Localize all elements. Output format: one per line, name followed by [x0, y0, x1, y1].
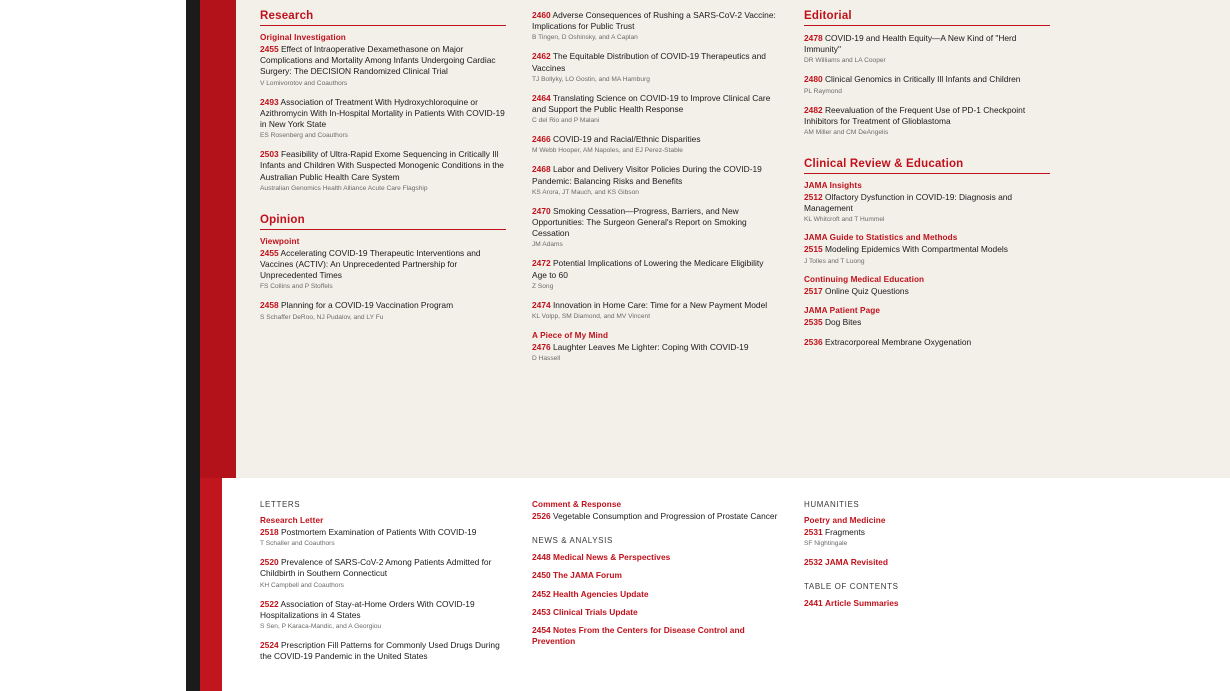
entry-page: 2503: [260, 149, 279, 160]
toc-entry[interactable]: [532, 134, 778, 155]
entry-title: Potential Implications of Lowering the Medicare Eligibility Age to 60: [532, 258, 764, 280]
entry-page: 2482: [804, 104, 823, 115]
left-dark-bar: [186, 0, 200, 691]
toc-entry[interactable]: [804, 74, 1050, 95]
entry-title: Labor and Delivery Visitor Policies During the COVID-19 Pandemic: Balancing Risks and Benefits: [532, 164, 762, 186]
toc-entry[interactable]: [532, 258, 778, 290]
toc-entry[interactable]: [804, 286, 1050, 297]
entry-authors: J Tolles and T Luong: [804, 257, 865, 265]
entry-page: 2474: [532, 299, 551, 310]
entry-authors: PL Raymond: [804, 87, 842, 95]
subheading-jama-insights: JAMA Insights: [804, 181, 862, 191]
entry-title: Smoking Cessation—Progress, Barriers, and New Opportunities: The Surgeon General's Report on Smoking Cessation: [532, 205, 747, 239]
entry-title: Clinical Genomics in Critically Ill Infants and Children: [824, 74, 1021, 85]
section-heading-opinion: Opinion: [260, 214, 506, 230]
lower-column-2: [532, 500, 778, 671]
toc-entry[interactable]: [260, 149, 506, 193]
entry-title: Extracorporeal Membrane Oxygenation: [824, 337, 972, 348]
toc-entry[interactable]: [532, 164, 778, 196]
lower-column-1: [260, 500, 506, 671]
toc-entry[interactable]: [804, 192, 1050, 224]
subheading-research-letter: Research Letter: [260, 516, 324, 525]
entry-title: Prescription Fill Patterns for Commonly Used Drugs During the COVID-19 Pandemic in the United States: [260, 640, 500, 662]
entry-title: Laughter Leaves Me Lighter: Coping With COVID-19: [552, 342, 749, 353]
entry-title: Effect of Intraoperative Dexamethasone on Major Complications and Mortality Among Infants Undergoing Cardiac Surgery: The DECISION Randomized Clinical Trial: [260, 44, 496, 77]
entry-authors: KL Whitcroft and T Hummel: [804, 216, 885, 224]
upper-column-3: [804, 10, 1050, 372]
toc-entry[interactable]: [532, 625, 778, 647]
toc-entry[interactable]: [260, 557, 506, 589]
entry-page: 2493: [260, 96, 279, 107]
entry-page: 2472: [532, 258, 551, 269]
toc-entry[interactable]: [532, 51, 778, 83]
entry-page: 2512: [804, 192, 823, 203]
entry-page: 2531: [804, 527, 823, 537]
toc-entry[interactable]: [260, 248, 506, 292]
entry-title: Association of Treatment With Hydroxychloroquine or Azithromycin With In-Hospital Mortality in Patients With COVID-19 in New York State: [260, 96, 505, 130]
entry-authors: T Schaller and Coauthors: [260, 540, 335, 548]
entry-page: 2517: [804, 285, 823, 296]
subheading-jama-guide-statistics: JAMA Guide to Statistics and Methods: [804, 233, 958, 243]
subheading-comment-response: Comment & Response: [532, 500, 622, 509]
entry-authors: AM Miller and CM DeAngelis: [804, 129, 889, 137]
entry-page: 2466: [532, 134, 551, 145]
entry-title: Olfactory Dysfunction in COVID-19: Diagnosis and Management: [804, 192, 1013, 214]
entry-page: 2441: [804, 598, 823, 609]
entry-title: Vegetable Consumption and Progression of Prostate Cancer: [552, 511, 778, 521]
entry-authors: S Schaffer DeRoo, NJ Pudalov, and LY Fu: [260, 313, 384, 321]
entry-title: Health Agencies Update: [552, 588, 649, 599]
toc-entry[interactable]: [804, 33, 1050, 65]
section-heading-clinical-review-education: Clinical Review & Education: [804, 158, 1050, 174]
toc-entry[interactable]: [532, 10, 778, 42]
toc-entry[interactable]: [532, 570, 778, 581]
entry-title: Innovation in Home Care: Time for a New Payment Model: [552, 299, 768, 310]
upper-column-2: [532, 10, 778, 372]
heading-news-analysis: NEWS & ANALYSIS: [532, 536, 613, 546]
entry-title: Association of Stay-at-Home Orders With COVID-19 Hospitalizations in 4 States: [260, 598, 475, 620]
toc-entry[interactable]: [260, 527, 506, 548]
entry-title: Modeling Epidemics With Compartmental Models: [824, 244, 1008, 255]
entry-authors: V Lomivorotov and Coauthors: [260, 79, 348, 87]
subheading-jama-patient-page: JAMA Patient Page: [804, 305, 881, 315]
toc-entry[interactable]: [804, 105, 1050, 137]
subheading-original-investigation: Original Investigation: [260, 33, 346, 42]
entry-title: Notes From the Centers for Disease Control and Prevention: [532, 625, 745, 647]
entry-page: 2535: [804, 316, 823, 327]
entry-title: Dog Bites: [824, 316, 862, 327]
upper-contents-panel: [236, 0, 1230, 478]
entry-authors: KL Volpp, SM Diamond, and MV Vincent: [532, 313, 651, 321]
entry-title: Prevalence of SARS-CoV-2 Among Patients Admitted for Childbirth in Southern Connecticut: [260, 557, 492, 579]
entry-title: Feasibility of Ultra-Rapid Exome Sequencing in Critically Ill Infants and Children With Suspected Monogenic Conditions in the Australian Public Health Care System: [260, 149, 504, 182]
left-red-bar-lower: [200, 478, 222, 691]
entry-title: Postmortem Examination of Patients With COVID-19: [280, 527, 477, 537]
toc-entry[interactable]: [804, 317, 1050, 328]
toc-entry[interactable]: [804, 337, 1050, 348]
entry-page: 2454: [532, 625, 551, 636]
toc-entry[interactable]: [532, 607, 778, 618]
entry-page: 2536: [804, 337, 823, 348]
subheading-viewpoint: Viewpoint: [260, 236, 300, 246]
toc-entry[interactable]: [804, 527, 1050, 548]
toc-entry[interactable]: [260, 300, 506, 321]
subheading-a-piece-of-my-mind: A Piece of My Mind: [532, 331, 609, 341]
lower-contents-panel: [222, 478, 1230, 691]
entry-page: 2464: [532, 92, 551, 103]
entry-page: 2526: [532, 511, 551, 521]
upper-columns: [260, 10, 1206, 372]
entry-page: 2524: [260, 640, 279, 651]
toc-entry[interactable]: [260, 599, 506, 631]
entry-title: Article Summaries: [824, 598, 899, 609]
entry-title: Medical News & Perspectives: [552, 552, 671, 563]
toc-entry[interactable]: [260, 97, 506, 141]
entry-authors: M Webb Hooper, AM Napoles, and EJ Perez-Stable: [532, 147, 683, 155]
entry-page: 2478: [804, 33, 823, 43]
entry-authors: KS Arora, JT Mauch, and KS Gibson: [532, 188, 639, 196]
entry-title: JAMA Revisited: [824, 557, 888, 568]
entry-page: 2480: [804, 74, 823, 85]
entry-page: 2470: [532, 205, 551, 216]
entry-page: 2455: [260, 247, 279, 258]
entry-authors: FS Collins and P Stoffels: [260, 283, 333, 291]
entry-authors: SF Nightingale: [804, 540, 848, 548]
subheading-continuing-medical-education: Continuing Medical Education: [804, 274, 925, 284]
entry-authors: TJ Bollyky, LO Gostin, and MA Hamburg: [532, 75, 650, 83]
entry-authors: DR Williams and LA Cooper: [804, 57, 886, 65]
entry-authors: Z Song: [532, 282, 554, 290]
entry-title: Reevaluation of the Frequent Use of PD-1 Checkpoint Inhibitors for Treatment of Glioblastoma: [804, 104, 1026, 126]
entry-title: Translating Science on COVID-19 to Improve Clinical Care and Support the Public Health Response: [532, 92, 771, 115]
entry-page: 2450: [532, 570, 551, 581]
toc-entry[interactable]: [260, 640, 506, 662]
upper-column-1: [260, 10, 506, 372]
entry-page: 2448: [532, 552, 551, 563]
toc-entry[interactable]: [532, 589, 778, 600]
entry-page: 2468: [532, 164, 551, 175]
lower-column-3: [804, 500, 1050, 671]
entry-page: 2455: [260, 44, 279, 54]
entry-title: COVID-19 and Health Equity—A New Kind of "Herd Immunity": [804, 33, 1017, 55]
entry-title: COVID-19 and Racial/Ethnic Disparities: [552, 134, 701, 145]
entry-page: 2522: [260, 598, 279, 609]
toc-entry[interactable]: [804, 244, 1050, 265]
toc-entry[interactable]: [532, 300, 778, 321]
heading-humanities: HUMANITIES: [804, 500, 860, 509]
entry-title: Fragments: [824, 527, 865, 537]
entry-title: Adverse Consequences of Rushing a SARS-CoV-2 Vaccine: Implications for Public Trust: [532, 10, 776, 32]
entry-authors: S Sen, P Karaca-Mandic, and A Georgiou: [260, 623, 382, 631]
entry-authors: JM Adams: [532, 241, 563, 249]
entry-title: Clinical Trials Update: [552, 606, 638, 617]
entry-title: Planning for a COVID-19 Vaccination Program: [280, 300, 454, 311]
section-heading-research: Research: [260, 10, 506, 26]
toc-entry[interactable]: [532, 552, 778, 563]
heading-letters: LETTERS: [260, 500, 301, 509]
entry-authors: B Tingen, D Oshinsky, and A Caplan: [532, 34, 638, 42]
entry-page: 2453: [532, 606, 551, 617]
entry-page: 2462: [532, 51, 551, 62]
entry-page: 2515: [804, 244, 823, 255]
toc-entry[interactable]: [804, 557, 1050, 568]
subheading-poetry-and-medicine: Poetry and Medicine: [804, 516, 886, 525]
entry-authors: D Hassell: [532, 355, 561, 363]
toc-entry[interactable]: [532, 511, 778, 522]
entry-authors: C del Rio and P Malani: [532, 117, 600, 125]
toc-entry[interactable]: [532, 93, 778, 125]
entry-page: 2458: [260, 300, 279, 311]
toc-entry[interactable]: [260, 44, 506, 88]
entry-authors: KH Campbell and Coauthors: [260, 581, 344, 589]
toc-entry[interactable]: [804, 598, 1050, 609]
entry-page: 2520: [260, 557, 279, 568]
entry-page: 2460: [532, 10, 551, 20]
entry-title: The Equitable Distribution of COVID-19 Therapeutics and Vaccines: [532, 51, 766, 73]
entry-authors: Australian Genomics Health Alliance Acute Care Flagship: [260, 184, 428, 192]
entry-title: Accelerating COVID-19 Therapeutic Interventions and Vaccines (ACTIV): An Unprecedented Partnership for Unprecedented Times: [260, 247, 481, 281]
left-red-bar-upper: [200, 0, 236, 478]
entry-page: 2532: [804, 557, 823, 568]
toc-entry[interactable]: [532, 206, 778, 250]
heading-table-of-contents: TABLE OF CONTENTS: [804, 582, 899, 592]
section-heading-editorial: Editorial: [804, 10, 1050, 26]
entry-authors: ES Rosenberg and Coauthors: [260, 132, 348, 140]
lower-columns: [260, 500, 1210, 671]
entry-page: 2452: [532, 588, 551, 599]
entry-page: 2476: [532, 342, 551, 353]
toc-entry[interactable]: [532, 342, 778, 363]
entry-title: Online Quiz Questions: [824, 285, 909, 296]
entry-page: 2518: [260, 527, 279, 537]
entry-title: The JAMA Forum: [552, 570, 622, 581]
